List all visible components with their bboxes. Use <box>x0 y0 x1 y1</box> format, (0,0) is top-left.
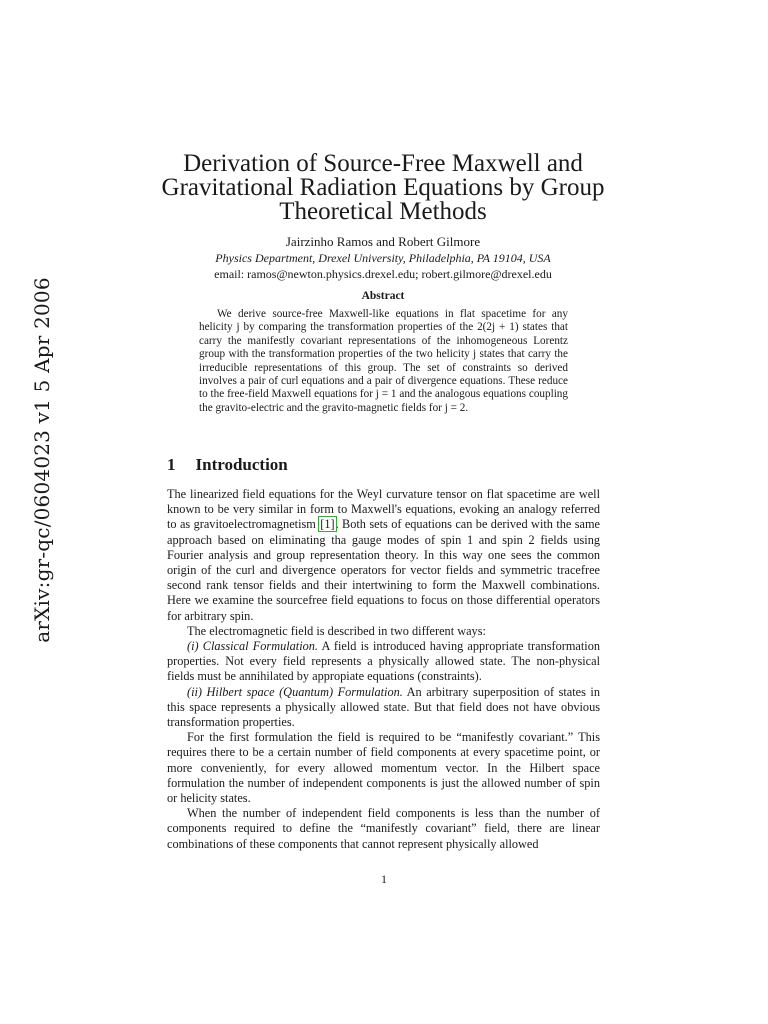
paper-title: Derivation of Source-Free Maxwell and Gravitational Radiation Equations by Group Theoretical Methods <box>161 150 605 225</box>
paragraph-6: When the number of independent field components is less than the number of components required to define the “manifestly covariant” field, there are linear combinations of these components that cannot represent physically allowed <box>167 806 600 851</box>
paragraph-2: The electromagnetic field is described in two different ways: <box>187 623 486 638</box>
section-number: 1 <box>167 455 176 474</box>
arxiv-identifier-stamp <box>20 270 64 650</box>
paragraph-3-text: A field is introduced having appropriate transformation properties. Not every field represents a physically allowed state. The non-physical fields must be annihilated by appropiate equations (constraints). <box>167 639 600 684</box>
abstract-text: We derive source-free Maxwell-like equations in flat spacetime for any helicity j by comparing the transformation properties of the 2(2j + 1) states that carry the manifestly covariant representations of the inhomogeneous Lorentz group with the transformation properties of the two helicity j states that carry the irreducible representations of this group. The set of constraints so derived involves a pair of curl equations and a pair of divergence equations. These reduce to the free-field Maxwell equations for j = 1 and the analogous equations coupling the gravito-electric and the gravito-magnetic fields for j = 2. <box>199 308 568 414</box>
paragraph-1-text: The linearized field equations for the Weyl curvature tensor on flat spacetime are well known to be very similar in form to Maxwell's equations, evoking an analogy referred to as gravitoelectromagnetism <box>167 487 600 532</box>
page-number: 1 <box>381 872 387 886</box>
affiliation: Physics Department, Drexel University, Philadelphia, PA 19104, USA <box>215 251 551 265</box>
paragraph-1 <box>167 487 600 624</box>
section-heading <box>167 455 607 475</box>
paragraph-4-text: An arbitrary superposition of states in this space represents a physically allowed state. But that field does not have obvious transformation properties. <box>167 684 600 730</box>
section-title: Introduction <box>195 455 288 474</box>
paragraph-4 <box>167 685 600 731</box>
paragraph-1-text-cont: . Both sets of equations can be derived with the same approach based on eliminating tha gauge modes of spin 1 and spin 2 fields using Fourier analysis and group representation theory. In this way one sees the common origin of the curl and divergence operators for vector fields and symmetric tracefree second rank tensor fields and their intertwining to form the Maxwell combinations. Here we examine the sourcefree field equations to focus on those differential operators for arbitrary spin. <box>167 517 600 623</box>
arxiv-identifier-text: arXiv:gr-qc/0604023 v1 5 Apr 2006 <box>30 277 55 643</box>
body-text <box>167 487 600 852</box>
abstract-heading: Abstract <box>361 290 405 302</box>
hilbert-formulation-label: (ii) Hilbert space (Quantum) Formulation. <box>187 684 403 699</box>
classical-formulation-label: (i) Classical Formulation. <box>187 639 318 654</box>
email-line: email: ramos@newton.physics.drexel.edu; robert.gilmore@drexel.edu <box>214 267 552 281</box>
citation-link[interactable]: [1] <box>320 517 335 532</box>
paragraph-5: For the first formulation the field is required to be “manifestly covariant.” This requires there to be a certain number of field components at every spacetime point, or more conveniently, for every allowed momentum vector. In the Hilbert space formulation the number of independent components is just the allowed number of spin or helicity states. <box>167 730 600 806</box>
paragraph-3 <box>167 639 600 685</box>
abstract-body <box>199 308 568 415</box>
author-names: Jairzinho Ramos and Robert Gilmore <box>285 234 481 249</box>
author-block <box>150 234 616 282</box>
